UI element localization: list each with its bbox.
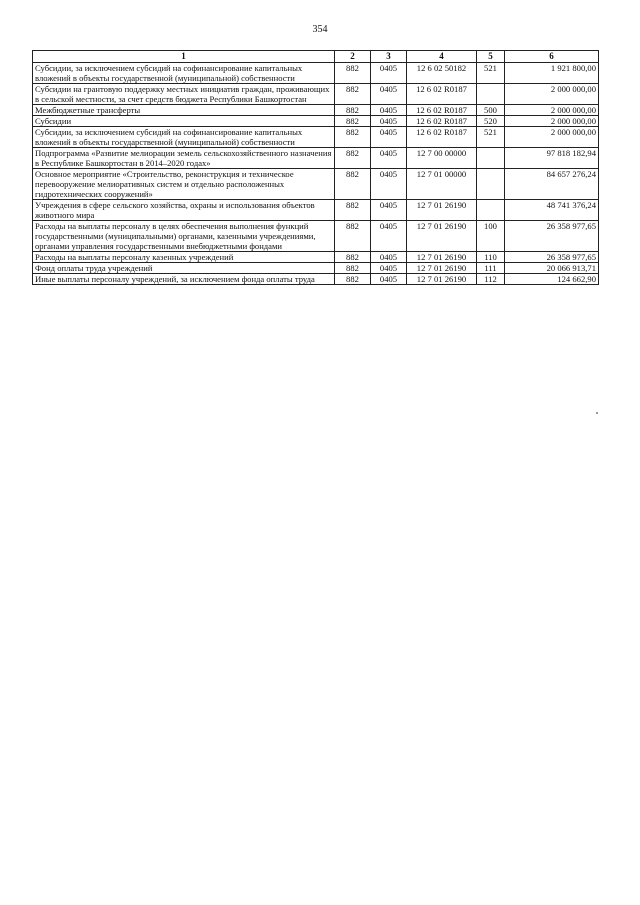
- row-target-article: 12 7 01 26190: [407, 274, 477, 285]
- column-header: 3: [371, 51, 407, 63]
- column-header: 4: [407, 51, 477, 63]
- row-ministry-code: 882: [335, 169, 371, 200]
- table-body: [33, 63, 599, 285]
- row-ministry-code: 882: [335, 63, 371, 84]
- row-description: Иные выплаты персоналу учреждений, за исключением фонда оплаты труда: [33, 274, 335, 285]
- page-number: 354: [312, 24, 328, 35]
- row-ministry-code: 882: [335, 221, 371, 252]
- table-header-row: [33, 51, 599, 63]
- row-expense-type: [477, 200, 505, 221]
- row-description: Учреждения в сфере сельского хозяйства, охраны и использования объектов животного мира: [33, 200, 335, 221]
- row-expense-type: [477, 84, 505, 105]
- row-target-article: 12 6 02 R0187: [407, 105, 477, 116]
- column-header: 2: [335, 51, 371, 63]
- row-section-code: 0405: [371, 274, 407, 285]
- table-row: [33, 63, 599, 84]
- row-expense-type: 111: [477, 263, 505, 274]
- row-target-article: 12 7 01 00000: [407, 169, 477, 200]
- row-ministry-code: 882: [335, 274, 371, 285]
- table-row: [33, 221, 599, 252]
- row-description: Субсидии на грантовую поддержку местных инициатив граждан, проживающих в сельской местности, за счет средств бюджета Республики Башкортостан: [33, 84, 335, 105]
- row-amount: 2 000 000,00: [505, 116, 599, 127]
- table-row: [33, 105, 599, 116]
- row-section-code: 0405: [371, 252, 407, 263]
- row-amount: 84 657 276,24: [505, 169, 599, 200]
- row-amount: 124 662,90: [505, 274, 599, 285]
- row-target-article: 12 7 01 26190: [407, 252, 477, 263]
- row-target-article: 12 6 02 R0187: [407, 116, 477, 127]
- row-target-article: 12 7 01 26190: [407, 263, 477, 274]
- row-description: Субсидии, за исключением субсидий на софинансирование капитальных вложений в объекты государственной (муниципальной) собственности: [33, 63, 335, 84]
- row-ministry-code: 882: [335, 105, 371, 116]
- scan-speck: [596, 412, 598, 414]
- table-row: [33, 116, 599, 127]
- table-row: [33, 84, 599, 105]
- row-target-article: 12 7 01 26190: [407, 200, 477, 221]
- row-ministry-code: 882: [335, 252, 371, 263]
- row-amount: 26 358 977,65: [505, 252, 599, 263]
- column-header: 5: [477, 51, 505, 63]
- budget-table: [32, 50, 599, 285]
- row-description: Фонд оплаты труда учреждений: [33, 263, 335, 274]
- row-amount: 26 358 977,65: [505, 221, 599, 252]
- row-description: Субсидии, за исключением субсидий на софинансирование капитальных вложений в объекты государственной (муниципальной) собственности: [33, 127, 335, 148]
- table-row: [33, 169, 599, 200]
- row-ministry-code: 882: [335, 148, 371, 169]
- row-expense-type: 521: [477, 63, 505, 84]
- row-section-code: 0405: [371, 84, 407, 105]
- row-expense-type: [477, 169, 505, 200]
- row-amount: 1 921 800,00: [505, 63, 599, 84]
- row-ministry-code: 882: [335, 263, 371, 274]
- row-target-article: 12 6 02 R0187: [407, 84, 477, 105]
- row-expense-type: [477, 148, 505, 169]
- row-amount: 2 000 000,00: [505, 84, 599, 105]
- row-ministry-code: 882: [335, 116, 371, 127]
- row-section-code: 0405: [371, 221, 407, 252]
- row-expense-type: 112: [477, 274, 505, 285]
- row-amount: 97 818 182,94: [505, 148, 599, 169]
- row-target-article: 12 7 01 26190: [407, 221, 477, 252]
- row-description: Основное мероприятие «Строительство, реконструкция и техническое перевооружение мелиоративных систем и отдельно расположенных гидротехнических сооружений»: [33, 169, 335, 200]
- row-expense-type: 520: [477, 116, 505, 127]
- row-amount: 20 066 913,71: [505, 263, 599, 274]
- row-expense-type: 500: [477, 105, 505, 116]
- row-section-code: 0405: [371, 169, 407, 200]
- table-row: [33, 127, 599, 148]
- row-section-code: 0405: [371, 127, 407, 148]
- column-header: 1: [33, 51, 335, 63]
- row-amount: 2 000 000,00: [505, 127, 599, 148]
- row-description: Субсидии: [33, 116, 335, 127]
- row-amount: 2 000 000,00: [505, 105, 599, 116]
- row-expense-type: 521: [477, 127, 505, 148]
- table-row: [33, 200, 599, 221]
- row-amount: 48 741 376,24: [505, 200, 599, 221]
- row-description: Расходы на выплаты персоналу в целях обеспечения выполнения функций государственными (муниципальными) органами, казенными учреждениями, органами управления государственными внебюджетными фондами: [33, 221, 335, 252]
- row-section-code: 0405: [371, 148, 407, 169]
- row-ministry-code: 882: [335, 84, 371, 105]
- table-row: [33, 274, 599, 285]
- row-section-code: 0405: [371, 263, 407, 274]
- table-row: [33, 148, 599, 169]
- row-target-article: 12 7 00 00000: [407, 148, 477, 169]
- row-description: Межбюджетные трансферты: [33, 105, 335, 116]
- column-header: 6: [505, 51, 599, 63]
- row-expense-type: 110: [477, 252, 505, 263]
- row-expense-type: 100: [477, 221, 505, 252]
- row-section-code: 0405: [371, 200, 407, 221]
- row-section-code: 0405: [371, 105, 407, 116]
- row-ministry-code: 882: [335, 200, 371, 221]
- row-description: Расходы на выплаты персоналу казенных учреждений: [33, 252, 335, 263]
- row-section-code: 0405: [371, 63, 407, 84]
- row-ministry-code: 882: [335, 127, 371, 148]
- table-row: [33, 263, 599, 274]
- row-target-article: 12 6 02 50182: [407, 63, 477, 84]
- row-section-code: 0405: [371, 116, 407, 127]
- row-description: Подпрограмма «Развитие мелиорации земель сельскохозяйственного назначения в Республике Башкортостан в 2014–2020 годах»: [33, 148, 335, 169]
- table-row: [33, 252, 599, 263]
- row-target-article: 12 6 02 R0187: [407, 127, 477, 148]
